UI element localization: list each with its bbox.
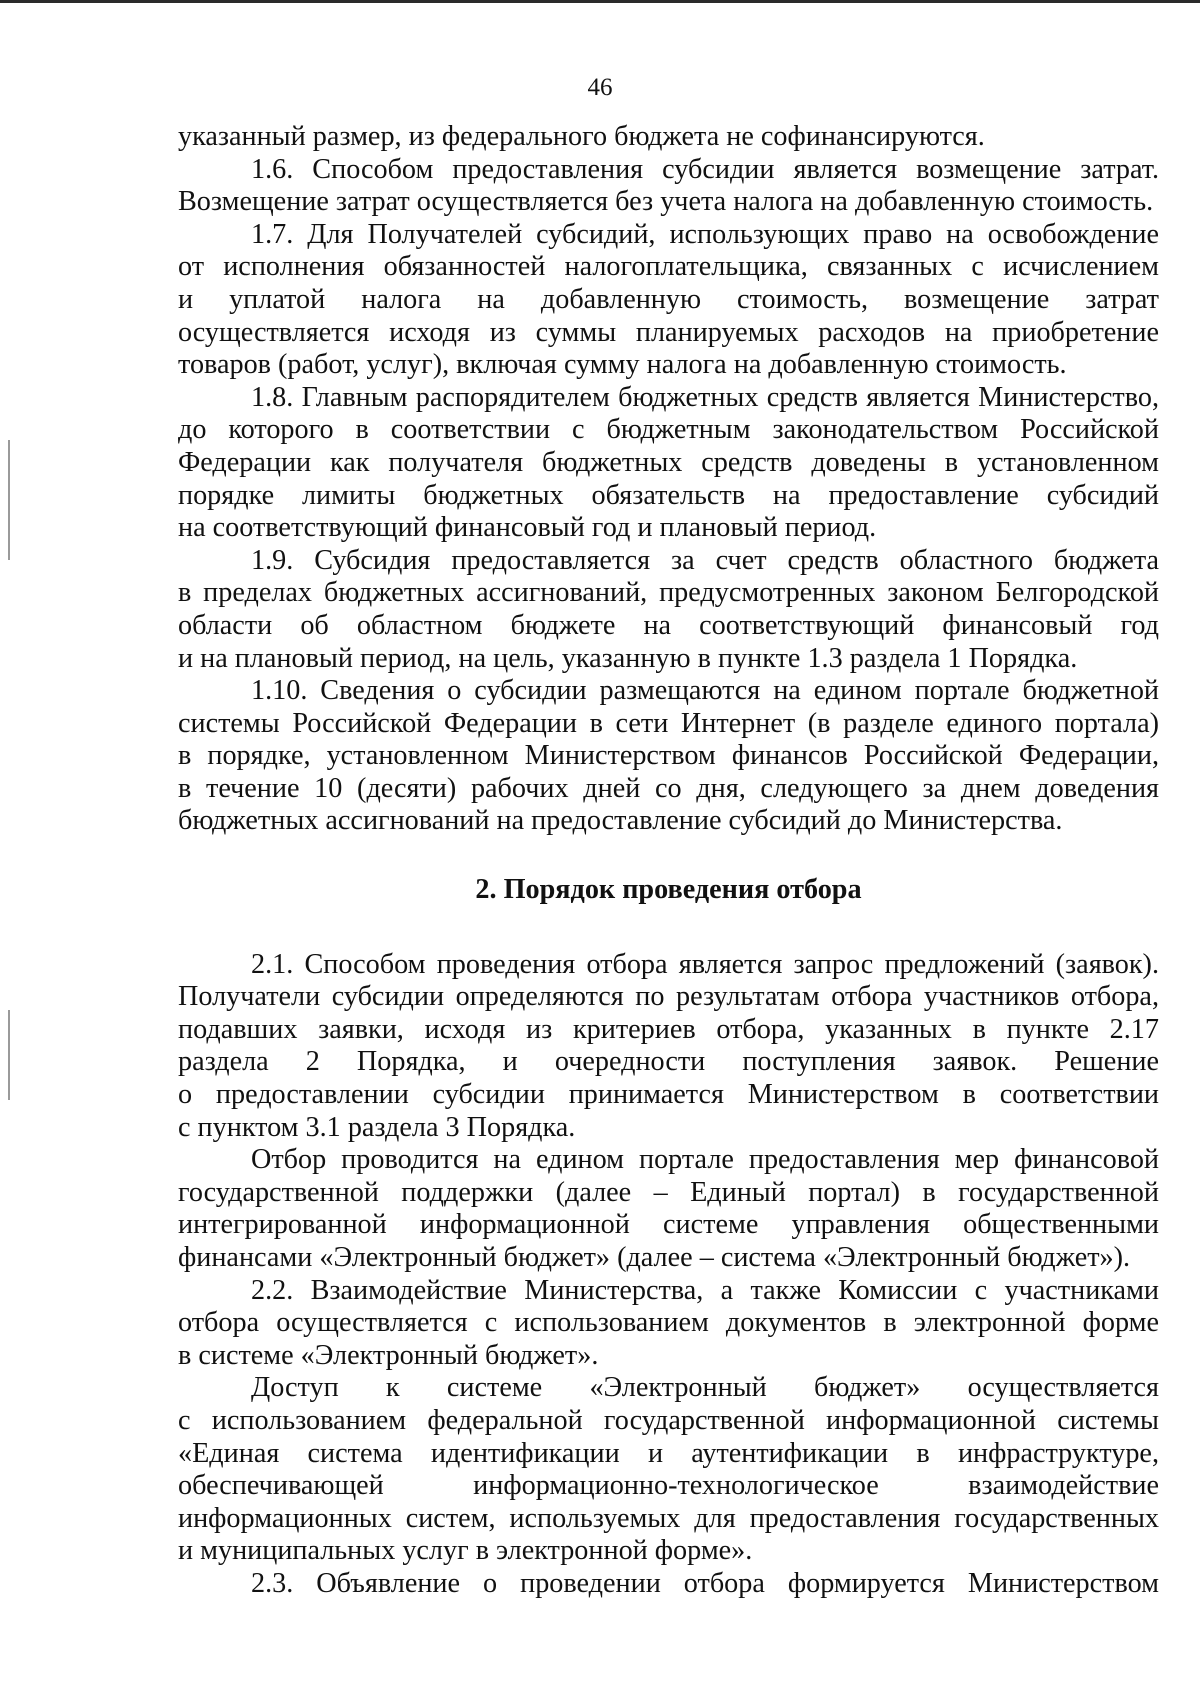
text-line: до которого в соответствии с бюджетным законодательством Российской — [178, 414, 1159, 446]
top-rule — [0, 0, 1200, 3]
text-line: подавших заявки, исходя из критериев отбора, указанных в пункте 2.17 — [178, 1013, 1159, 1045]
text-line: Получатели субсидии определяются по результатам отбора участников отбора, — [178, 981, 1159, 1013]
paragraph — [178, 219, 1159, 382]
text-line: 1.9. Субсидия предоставляется за счет средств областного бюджета — [251, 544, 1159, 576]
paragraph — [178, 675, 1159, 838]
text-line: Федерации как получателя бюджетных средств доведены в установленном — [178, 446, 1159, 478]
paragraph — [178, 949, 1159, 1145]
text-line: отбора осуществляется с использованием документов в электронной форме — [178, 1307, 1159, 1339]
text-line: бюджетных ассигнований на предоставление субсидий до Министерства. — [178, 805, 1063, 837]
text-line: порядке лимиты бюджетных обязательств на предоставление субсидий — [178, 479, 1159, 511]
scan-edge-mark — [8, 440, 10, 560]
text-line: и на плановый период, на цель, указанную в пункте 1.3 раздела 1 Порядка. — [178, 642, 1078, 674]
text-line: осуществляется исходя из суммы планируемых расходов на приобретение — [178, 316, 1159, 348]
text-line: на соответствующий финансовый год и плановый период. — [178, 512, 877, 544]
text-line: 2.3. Объявление о проведении отбора формируется Министерством — [251, 1567, 1159, 1599]
text-line: «Единая система идентификации и аутентификации в инфраструктуре, — [178, 1437, 1159, 1469]
paragraph — [178, 382, 1159, 545]
paragraph — [178, 154, 1159, 219]
text-line: области об областном бюджете на соответствующий финансовый год — [178, 609, 1159, 641]
text-line: обеспечивающей информационно-технологическое взаимодействие — [178, 1470, 1159, 1502]
text-line: системы Российской Федерации в сети Интернет (в разделе единого портала) — [178, 707, 1159, 739]
text-line: товаров (работ, услуг), включая сумму налога на добавленную стоимость. — [178, 349, 1067, 381]
text-line: Возмещение затрат осуществляется без учета налога на добавленную стоимость. — [178, 186, 1154, 218]
text-line: в порядке, установленном Министерством финансов Российской Федерации, — [178, 740, 1159, 772]
paragraph — [178, 545, 1159, 675]
document-body — [178, 121, 1159, 1601]
text-line: с пунктом 3.1 раздела 3 Порядка. — [178, 1111, 576, 1143]
paragraph — [178, 1372, 1159, 1568]
text-line: финансами «Электронный бюджет» (далее – система «Электронный бюджет»). — [178, 1242, 1131, 1273]
text-line: 2.2. Взаимодействие Министерства, а также Комиссии с участниками — [251, 1274, 1159, 1306]
text-line: Доступ к системе «Электронный бюджет» осуществляется — [251, 1372, 1159, 1404]
text-line: и уплатой налога на добавленную стоимость, возмещение затрат — [178, 283, 1159, 315]
text-line: государственной поддержки (далее – Единый портал) в государственной — [178, 1176, 1159, 1208]
text-line: раздела 2 Порядка, и очередности поступления заявок. Решение — [178, 1046, 1159, 1078]
text-line: о предоставлении субсидии принимается Министерством в соответствии — [178, 1079, 1159, 1111]
text-line: с использованием федеральной государственной информационной системы — [178, 1404, 1159, 1436]
text-line: информационных систем, используемых для предоставления государственных — [178, 1502, 1159, 1534]
text-line: интегрированной информационной системе управления общественными — [178, 1209, 1159, 1241]
text-line: и муниципальных услуг в электронной форме». — [178, 1535, 753, 1567]
text-line: 1.8. Главным распорядителем бюджетных средств является Министерство, — [251, 381, 1159, 413]
paragraph — [178, 1275, 1159, 1373]
text-line: 1.10. Сведения о субсидии размещаются на едином портале бюджетной — [251, 675, 1159, 707]
text-line: 2.1. Способом проведения отбора является запрос предложений (заявок). — [251, 948, 1159, 980]
scan-edge-mark — [8, 1010, 10, 1100]
text-line: Отбор проводится на едином портале предоставления мер финансовой — [251, 1144, 1159, 1176]
text-line: в пределах бюджетных ассигнований, предусмотренных законом Белгородской — [178, 577, 1159, 609]
text-line: 1.6. Способом предоставления субсидии является возмещение затрат. — [251, 153, 1159, 185]
paragraph — [178, 1144, 1159, 1274]
text-line: указанный размер, из федерального бюджета не софинансируются. — [178, 121, 985, 152]
section-heading: 2. Порядок проведения отбора — [475, 874, 862, 906]
paragraph — [178, 1568, 1159, 1601]
page-number: 46 — [587, 74, 613, 101]
text-line: от исполнения обязанностей налогоплательщика, связанных с исчислением — [178, 251, 1159, 283]
text-line: в течение 10 (десяти) рабочих дней со дня, следующего за днем доведения — [178, 772, 1159, 804]
text-line: в системе «Электронный бюджет». — [178, 1339, 599, 1371]
text-line: 1.7. Для Получателей субсидий, использующих право на освобождение — [251, 218, 1159, 250]
paragraph — [178, 121, 1159, 154]
